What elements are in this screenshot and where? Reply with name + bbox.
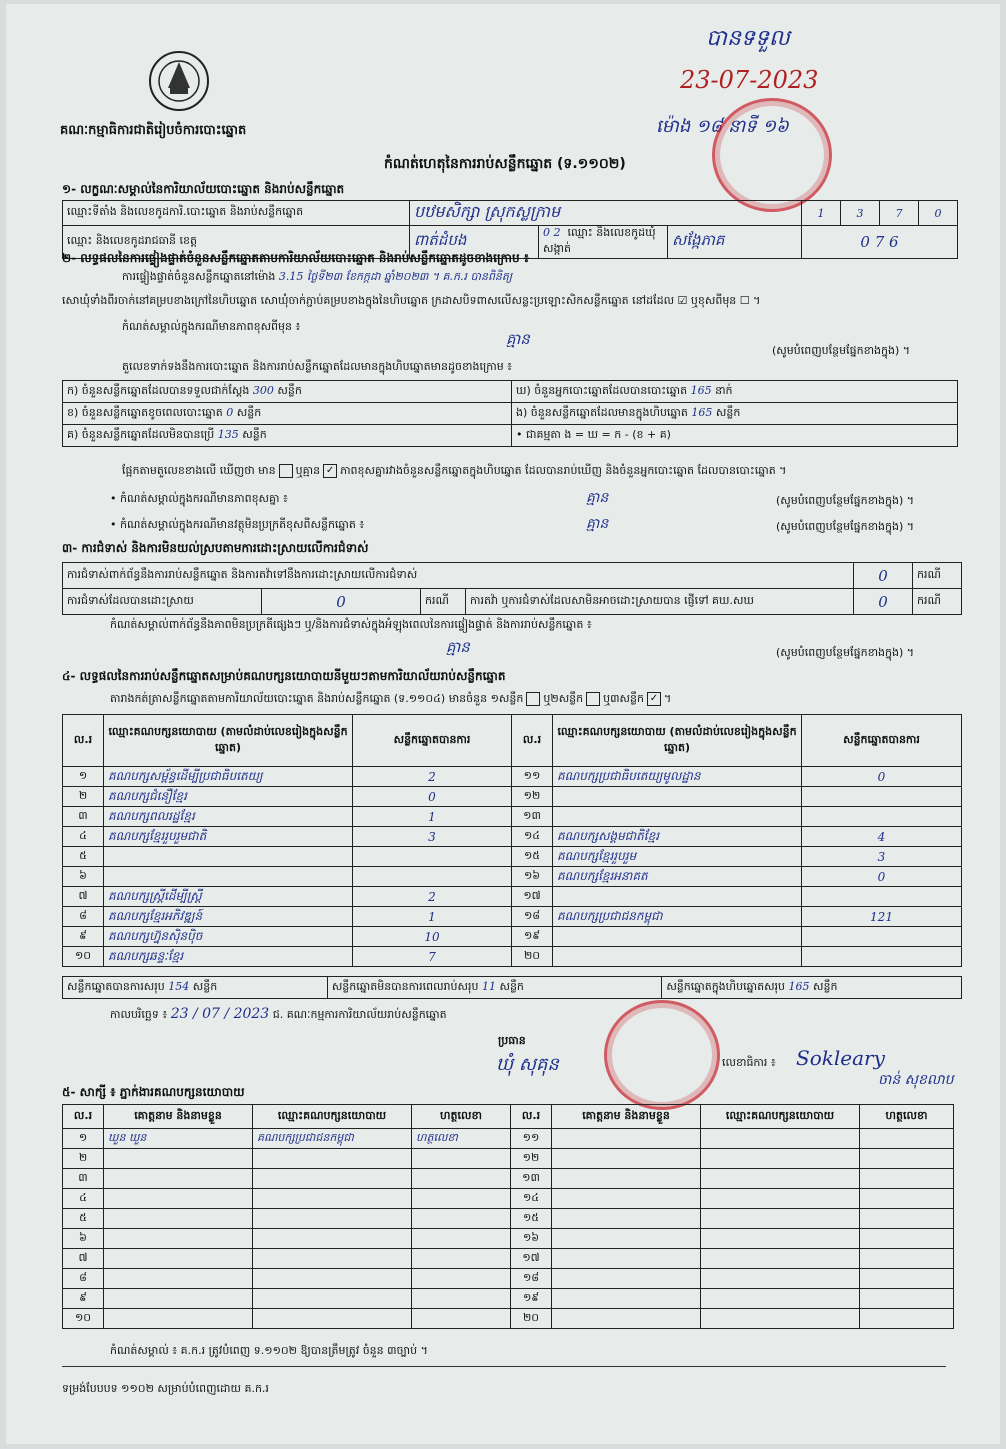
row-number: ៩ [63,927,104,947]
row-number: ៨ [63,1269,104,1289]
section-2-line2: សោឃុំទាំងពីរចាក់នៅគម្របខាងក្រៅនៃហិបឆ្នោត សោឃុំចាក់ភ្ជាប់គម្របខាងក្នុងនៃហិបឆ្នោត ក្រដាសបិទពាសលើសន្លះប្រឡោះសិកសន្លឹកឆ្នោត នៅដដែល ☑ ឬខុសពីមុន ☐ ។ [62,294,761,307]
vote-count [802,807,962,827]
box-total-value: 165 [788,979,810,993]
col-no-header: ល.រ [512,715,553,767]
row-number: ៨ [63,907,104,927]
official-stamp-bottom [604,1000,720,1110]
party-name: គណបក្សជំនឿខ្មែរ [104,787,353,807]
col-party-header: ឈ្មោះគណបក្សនយោបាយ [701,1105,860,1129]
row-number: ៤ [63,827,104,847]
station-code-digit: 7 [880,201,919,226]
table-row [63,807,962,827]
party-name [104,847,353,867]
witness-signature [860,1129,954,1149]
table-row [63,787,962,807]
witness-name [552,1249,701,1269]
spoiled-label: ខ) ចំនួនសន្លឹកឆ្នោតខូចពេលបោះឆ្នោត [67,405,223,419]
ballots-received-label: ក) ចំនួនសន្លឹកឆ្នោតដែលបានទទួលជាក់ស្តែង [67,383,250,397]
party-name: គណបក្សប្រជាធិបតេយ្យមូលដ្ឋាន [553,767,802,787]
station-code-digit: 1 [802,201,841,226]
witness-name [104,1149,253,1169]
checkbox-3-pages[interactable]: ✓ [647,692,661,706]
complaints-table [62,562,962,615]
vote-count: 10 [353,927,512,947]
compare-suffix: ភាពខុសគ្នារវាងចំនួនសន្លឹកឆ្នោតក្នុងហិបឆ្នោត ដែលបានរាប់ឃើញ និងចំនួនអ្នកបោះឆ្នោត ដែលបានបោះឆ្នោត ។ [340,464,787,477]
witness-name [552,1289,701,1309]
row-number: ១៦ [512,867,553,887]
party-name: គណបក្សខ្មែរអនាគត [553,867,802,887]
note-suffix: (សូមបំពេញបន្ថែមផ្នែកខាងក្នុង) ។ [772,344,911,357]
discrepancy-note-suffix: (សូមបំពេញបន្ថែមផ្នែកខាងក្នុង) ។ [776,494,915,507]
checkbox-1-page[interactable] [526,692,540,706]
table-row [63,1209,954,1229]
complaints-count: 0 [854,563,913,589]
committee-label: ជ. គណៈកម្មការការិយាល័យរាប់សន្លឹកឆ្នោត [272,1008,447,1021]
checkbox-2-pages[interactable] [586,692,600,706]
vote-count [802,787,962,807]
party-name: គណបក្សសម្ព័ន្ធដើម្បីប្រជាធិបតេយ្យ [104,767,353,787]
unused-label: គ) ចំនួនសន្លឹកឆ្នោតដែលមិនបានប្រើ [67,427,215,441]
table-intro: តួលេខទាក់ទងនឹងការបោះឆ្នោត និងការរាប់សន្លឹកឆ្នោតដែលមានក្នុងហិបឆ្នោតមានដូចខាងក្រោម ៖ [122,360,513,373]
vote-count [353,867,512,887]
witness-name [104,1209,253,1229]
discrepancy-note-value: គ្មាន [586,490,609,506]
table-row [63,1149,954,1169]
vote-count [802,947,962,967]
row-number: ១៥ [511,1209,552,1229]
table-row [63,767,962,787]
spoiled-unit: សន្លឹក [236,405,262,419]
footer-note: កំណត់សម្គាល់ ៖ គ.ក.រ ត្រូវបំពេញ ទ.១១០២ ឱ្យបានត្រឹមត្រូវ ចំនួន ៣ច្បាប់ ។ [110,1344,428,1357]
vote-count: 0 [353,787,512,807]
vote-count [353,847,512,867]
section-1-title: ១- លក្ខណៈសម្គាល់នៃការិយាល័យបោះឆ្នោត និងរាប់សន្លឹកឆ្នោត [62,182,345,196]
witness-party [701,1249,860,1269]
row-number: ១៧ [511,1249,552,1269]
other-note-suffix: (សូមបំពេញបន្ថែមផ្នែកខាងក្នុង) ។ [776,646,915,659]
witness-signature [412,1249,511,1269]
reconcile-intro-text: ការផ្ទៀងផ្ទាត់ចំនួនសន្លឹកឆ្នោតនៅម៉ោង [122,270,276,283]
vote-count: 1 [353,907,512,927]
witness-party [701,1289,860,1309]
table-row [63,887,962,907]
witness-name [104,1169,253,1189]
witness-name [552,1269,701,1289]
section-3-title: ៣- ការជំទាស់ និងការមិនយល់ស្របតាមការដោះស្រាយលើការជំទាស់ [62,541,369,555]
other-note-value: គ្មាន [446,638,470,656]
witness-signature [412,1209,511,1229]
row-number: ៥ [63,847,104,867]
witness-signature [412,1149,511,1169]
witness-party [253,1209,412,1229]
party-name [553,887,802,907]
complaints-unit: ករណី [913,563,962,589]
handwritten-note: បានទទួល [706,26,790,51]
table-row [63,947,962,967]
footer-divider [62,1366,946,1367]
witness-signature [860,1169,954,1189]
valid-total-unit: សន្លឹក [192,979,218,993]
row-number: ២ [63,1149,104,1169]
col-no-header: ល.រ [511,1105,552,1129]
table-row [63,1289,954,1309]
witness-name: ឃួន ឃួន [104,1129,253,1149]
invalid-total-value: 11 [481,979,496,993]
witness-signature [412,1189,511,1209]
complaints-label: ការជំទាស់ពាក់ព័ន្ធនឹងការរាប់សន្លឹកឆ្នោត និងការតវ៉ាទៅនឹងការដោះស្រាយលើការជំទាស់ [63,563,854,589]
section-2-title: ២- លទ្ធផលនៃការផ្ទៀងផ្ទាត់ចំនួនសន្លឹកឆ្នោតតាមការិយាល័យបោះឆ្នោត និងរាប់សន្លឹកឆ្នោតដូចខាងក្រោម ៖ [62,251,530,265]
row-number: ១៥ [512,847,553,867]
irregular-note-value: គ្មាន [586,516,609,532]
table-row [63,1229,954,1249]
vote-count: 0 [802,767,962,787]
witness-party [701,1189,860,1209]
col-name-header: គោត្តនាម និងនាមខ្លួន [104,1105,253,1129]
note-label: កំណត់សម្គាល់ក្នុងករណីមានភាពខុសពីមុន ៖ [122,320,301,333]
table-row [63,1249,954,1269]
witness-name [552,1309,701,1329]
section-2-intro [122,270,952,286]
table-row [63,867,962,887]
vote-count: 2 [353,767,512,787]
ballots-received-unit: សន្លឹក [277,383,302,397]
party-results-table [62,714,962,967]
row-number: ៦ [63,1229,104,1249]
witness-signature [860,1229,954,1249]
witness-name [552,1189,701,1209]
row-number: ២ [63,787,104,807]
witness-party [253,1229,412,1249]
nec-emblem-icon [148,48,210,114]
witness-signature [860,1189,954,1209]
row-number: ១៩ [511,1289,552,1309]
signing-date-value: 23 / 07 / 2023 [170,1006,270,1022]
witness-name [104,1269,253,1289]
forwarded-count: 0 [854,589,913,615]
table-row [63,927,962,947]
witness-party [701,1169,860,1189]
witness-signature [412,1289,511,1309]
witness-party [701,1129,860,1149]
witness-signature [860,1309,954,1329]
witness-party [253,1189,412,1209]
ballots-in-box-label: ង) ចំនួនសន្លឹកឆ្នោតដែលមានក្នុងហិបឆ្នោត [516,405,688,419]
polling-station-value: បឋមសិក្សា ស្រុកស្លក្រាម [410,201,802,226]
unused-unit: សន្លឹក [242,427,267,441]
commune-label-cell [539,226,668,259]
row-number: ៦ [63,867,104,887]
witness-signature [860,1269,954,1289]
party-name: គណបក្សហ្វ៊ុនស៊ិនប៉ិច [104,927,353,947]
row-number: ១ [63,767,104,787]
witness-party [701,1209,860,1229]
province-code: 0 2 [543,226,561,239]
row-number: ១១ [512,767,553,787]
chairman-signature: ឃុំ សុគុន [496,1054,559,1075]
witness-name [104,1249,253,1269]
row-number: ១០ [63,1309,104,1329]
footer-form-ref: ទម្រង់បែបបទ ១១០២ សម្រាប់បំពេញដោយ គ.ក.រ [62,1382,269,1395]
vote-count: 4 [802,827,962,847]
table-row [63,847,962,867]
compare-prefix: ផ្អែកតាមតួលេខខាងលើ ឃើញថា មាន [122,464,276,477]
row-number: ១៤ [512,827,553,847]
section-4-intro: តារាងកត់ត្រាសន្លឹកឆ្នោតតាមការិយាល័យបោះឆ្នោត និងរាប់សន្លឹកឆ្នោត (ទ.១១០៤) មានចំនួន ១សន្លឹក ឬ២សន្លឹក ឬ៣សន្លឹក ✓ ។ [110,692,672,705]
row-number: ១៧ [512,887,553,907]
witness-signature [412,1229,511,1249]
voters-unit: នាក់ [715,383,733,397]
witness-name [552,1129,701,1149]
invalid-total-label: សន្លឹកឆ្នោតមិនបានការពេលរាប់សរុប [331,979,479,993]
row-number: ៧ [63,887,104,907]
resolved-unit: ករណី [421,589,466,615]
compare-middle: ឬគ្មាន [295,464,321,477]
witness-name [104,1309,253,1329]
box-total-label: សន្លឹកឆ្នោតក្នុងហិបឆ្នោតសរុប [666,979,786,993]
chairman-label: ប្រធាន [498,1034,526,1047]
commune-label: ឈ្មោះ និងលេខកូដឃុំ សង្កាត់ [543,226,656,255]
vote-count: 3 [802,847,962,867]
witness-name [552,1149,701,1169]
party-name: គណបក្សស្រ្តីដើម្បីស្រ្តី [104,887,353,907]
resolved-count: 0 [262,589,421,615]
witness-party [701,1229,860,1249]
section-4-intro-text: តារាងកត់ត្រាសន្លឹកឆ្នោតតាមការិយាល័យបោះឆ្នោត និងរាប់សន្លឹកឆ្នោត (ទ.១១០៤) មានចំនួន ១សន្លឹក [110,692,524,705]
irregular-note-label: • កំណត់សម្គាល់ក្នុងករណីមានវត្ថុមិនប្រក្រតីខុសពីសន្លឹកឆ្នោត ៖ [110,518,365,531]
vote-count [802,887,962,907]
official-stamp-top [712,98,832,212]
secretary-name: ចាន់ សុខលាប [878,1072,954,1088]
witness-name [104,1189,253,1209]
witness-signature [412,1269,511,1289]
witness-signature [412,1309,511,1329]
three-pages-label: ឬ៣សន្លឹក [603,692,644,705]
box-total-unit: សន្លឹក [813,979,838,993]
witness-party [253,1269,412,1289]
row-number: ១២ [511,1149,552,1169]
witness-party [253,1149,412,1169]
witness-name [552,1229,701,1249]
row-number: ១៨ [511,1269,552,1289]
witness-name [552,1169,701,1189]
row-number: ៣ [63,1169,104,1189]
spoiled-value: 0 [226,405,234,419]
two-pages-label: ឬ២សន្លឹក [543,692,584,705]
witness-party [253,1309,412,1329]
form-title: កំណត់ហេតុនៃការរាប់សន្លឹកឆ្នោត (ទ.១១០២) [384,156,626,172]
handwritten-time: ម៉ោង ១៨ នាទី ១៦ [656,116,789,137]
checkbox-yes[interactable] [279,464,293,478]
vote-count: 3 [353,827,512,847]
row-number: ១៩ [512,927,553,947]
col-votes-header: សន្លឹកឆ្នោតបានការ [802,715,962,767]
party-name: គណបក្សពលរដ្ឋខ្មែរ [104,807,353,827]
row-number: ១០ [63,947,104,967]
vote-count: 2 [353,887,512,907]
secretary-label: លេខាធិការ ៖ [722,1056,776,1069]
party-name: គណបក្សខ្មែររួបរួមជាតិ [104,827,353,847]
col-name-header: គោត្តនាម និងនាមខ្លួន [552,1105,701,1129]
witness-party [701,1149,860,1169]
signing-date-label: កាលបរិច្ឆេទ ៖ [110,1008,168,1021]
valid-total-label: សន្លឹកឆ្នោតបានការសរុប [67,979,165,993]
witness-name [104,1289,253,1309]
checkbox-no[interactable]: ✓ [323,464,337,478]
station-code-digit: 3 [841,201,880,226]
section-5-title: ៥- សាក្សី ៖ ភ្នាក់ងារគណបក្សនយោបាយ [62,1085,245,1099]
party-name [104,867,353,887]
compare-line [122,464,962,480]
row-number: ៤ [63,1189,104,1209]
row-number: ១៨ [512,907,553,927]
witness-signature [860,1149,954,1169]
ballots-in-box-unit: សន្លឹក [715,405,741,419]
vote-count: 121 [802,907,962,927]
witness-party [253,1289,412,1309]
unused-value: 135 [217,427,239,441]
totals-row [62,976,962,999]
irregular-note-suffix: (សូមបំពេញបន្ថែមផ្នែកខាងក្នុង) ។ [776,520,915,533]
party-name [553,807,802,827]
row-number: ១២ [512,787,553,807]
col-no-header: ល.រ [63,715,104,767]
vote-count: 0 [802,867,962,887]
commune-value: សង្កែភាគ [668,226,802,259]
ballots-received-value: 300 [252,383,274,397]
province-value: ពាត់ដំបង [410,226,539,259]
witness-party [253,1249,412,1269]
witness-signature [860,1249,954,1269]
secretary-signature: Sokleary [796,1046,885,1070]
note-value: គ្មាន [506,330,530,348]
witness-signature [860,1289,954,1309]
resolved-label: ការជំទាស់ដែលបានដោះស្រាយ [63,589,262,615]
witness-signature: ហត្ថលេខា [412,1129,511,1149]
table-row [63,1129,954,1149]
row-number: ៧ [63,1249,104,1269]
row-number: ៥ [63,1209,104,1229]
valid-total-value: 154 [168,979,190,993]
row-number: ១៣ [511,1169,552,1189]
election-form-page [6,4,1000,1444]
row-number: ២០ [511,1309,552,1329]
party-name [553,787,802,807]
table-row [63,1269,954,1289]
table-row [63,1169,954,1189]
row-number: ១១ [511,1129,552,1149]
reconcile-date: ថ្ងៃទី២៣ ខែកក្កដា ឆ្នាំ២០២៣ ។ គ.ក.រ បានពិនិត្យ [306,270,513,283]
witness-party: គណបក្សប្រជាជនកម្ពុជា [253,1129,412,1149]
vote-count [802,927,962,947]
row-number: ៩ [63,1289,104,1309]
table-row [63,1189,954,1209]
row-number: ២០ [512,947,553,967]
col-signature-header: ហត្ថលេខា [860,1105,954,1129]
vote-count: 7 [353,947,512,967]
party-name: គណបក្សសង្គមជាតិខ្មែរ [553,827,802,847]
party-name [553,947,802,967]
province-label: ឈ្មោះ និងលេខកូដរាជធានី ខេត្ត [63,226,410,259]
row-number: ១ [63,1129,104,1149]
witness-signature [412,1169,511,1189]
witness-party [701,1269,860,1289]
station-code-digit: 0 [919,201,958,226]
party-name: គណបក្សខ្មែរអភិវឌ្ឍន៍ [104,907,353,927]
witness-name [104,1229,253,1249]
invalid-total-unit: សន្លឹក [499,979,524,993]
forwarded-label: ការតវ៉ា ឬការជំទាស់ដែលសាមិនអាចដោះស្រាយបាន ផ្ញើទៅ គឃ.សឃ [466,589,854,615]
ballots-in-box-value: 165 [691,405,713,419]
commune-code: 0 7 6 [802,226,958,259]
reconcile-time: 3.15 [278,270,304,283]
col-signature-header: ហត្ថលេខា [412,1105,511,1129]
formula: • ជាគម្មតា ង = ឃ = ក - (ខ + គ) [512,425,958,447]
other-note-label: កំណត់សម្គាល់ពាក់ព័ន្ធនឹងភាពមិនប្រក្រតីផ្សេងៗ ឬ/និងការជំទាស់ក្នុងអំឡុងពេលនៃការផ្ទៀងផ្ទាត់ និងការរាប់សន្លឹកឆ្នោត ៖ [110,618,592,631]
row-number: ១៦ [511,1229,552,1249]
party-name [553,927,802,947]
party-name: គណបក្សប្រជាជនកម្ពុជា [553,907,802,927]
section-4-title: ៤- លទ្ធផលនៃការរាប់សន្លឹកឆ្នោតសម្រាប់គណបក្សនយោបាយនីមួយៗតាមការិយាល័យរាប់សន្លឹកឆ្នោត [62,669,506,683]
col-votes-header: សន្លឹកឆ្នោតបានការ [353,715,512,767]
table-row [63,1309,954,1329]
issuer-name: គណៈកម្មាធិការជាតិរៀបចំការបោះឆ្នោត [60,123,247,138]
signing-date-line [110,1006,447,1024]
table-row [63,827,962,847]
row-number: ១៤ [511,1189,552,1209]
col-no-header: ល.រ [63,1105,104,1129]
discrepancy-note-label: • កំណត់សម្គាល់ក្នុងករណីមានភាពខុសគ្នា ៖ [110,492,288,505]
col-party-header: ឈ្មោះគណបក្សនយោបាយ [253,1105,412,1129]
handwritten-date: 23-07-2023 [680,66,819,94]
ballot-count-table [62,380,958,447]
witness-party [253,1169,412,1189]
party-name: គណបក្សខ្មែររួបរួម [553,847,802,867]
col-party-header: ឈ្មោះគណបក្សនយោបាយ (តាមលំដាប់លេខរៀងក្នុងសន្លឹកឆ្នោត) [553,715,802,767]
voters-label: ឃ) ចំនួនអ្នកបោះឆ្នោតដែលបានបោះឆ្នោត [516,383,688,397]
col-party-header: ឈ្មោះគណបក្សនយោបាយ (តាមលំដាប់លេខរៀងក្នុងសន្លឹកឆ្នោត) [104,715,353,767]
party-name: គណបក្សឆន្ទៈខ្មែរ [104,947,353,967]
witness-signature [860,1209,954,1229]
witness-party [701,1309,860,1329]
row-number: ១៣ [512,807,553,827]
vote-count: 1 [353,807,512,827]
forwarded-unit: ករណី [913,589,962,615]
voters-value: 165 [690,383,712,397]
row-number: ៣ [63,807,104,827]
table-row [63,907,962,927]
polling-station-label: ឈ្មោះទីតាំង និងលេខកូដការិ.បោះឆ្នោត និងរាប់សន្លឹកឆ្នោត [63,201,410,226]
witness-name [552,1209,701,1229]
witness-table [62,1104,954,1329]
